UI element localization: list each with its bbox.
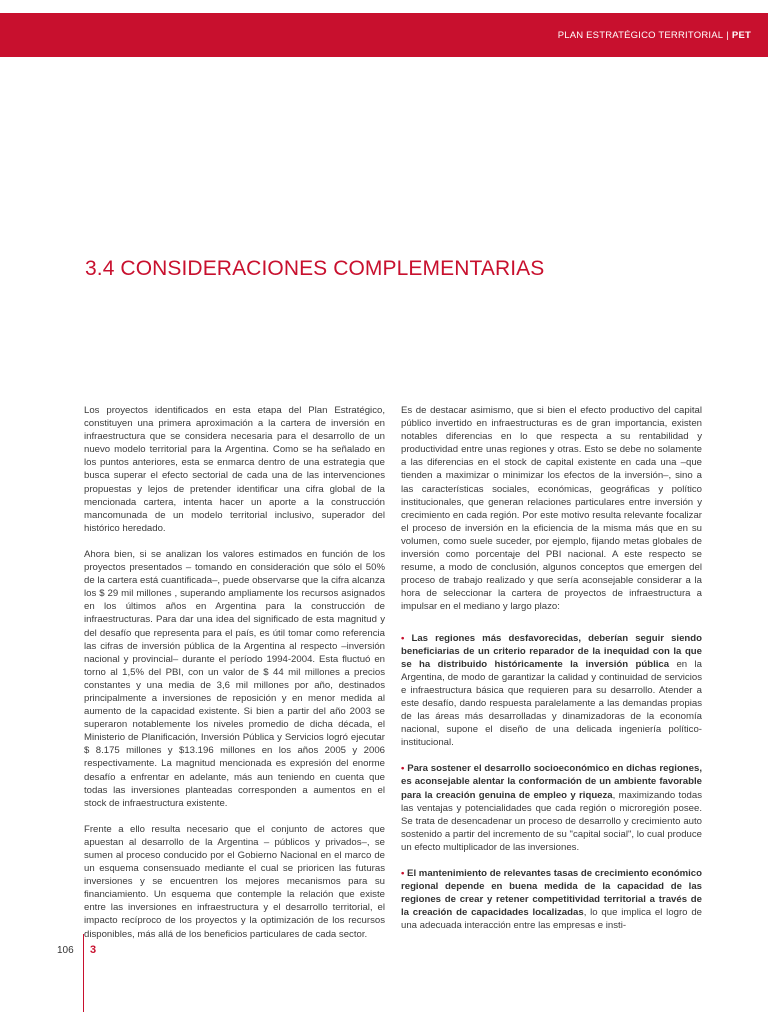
bullet-1-text: en la Argentina, de modo de garantizar la calidad y continuidad de servicios e infraestructura básica que requieren para su desarrollo. Atender a este desafío, dando respuesta paralelamente a las demandas propias de las áreas más desarrolladas y dinamizadoras de la economía nacional, supone el diseño de una delicada ingeniería político-institucional. xyxy=(401,658,702,749)
header-abbrev: PET xyxy=(731,30,751,41)
bullet-2-text: , maximizando todas las ventajas y potencialidades que cada región o microregión posee. Se trata de desencadenar un proceso de desarrollo y crecimiento auto sostenido a partir del incremento de su "capital social", lo cual produce un efecto multiplicador de las inversiones. xyxy=(401,789,703,853)
running-header xyxy=(558,30,751,41)
right-column xyxy=(401,404,702,945)
bullet-list xyxy=(401,632,702,933)
bullet-3-bold: El mantenimiento de relevantes tasas de crecimiento económico regional depende en buena medida de la capacidad de las regiones de crear y retener competitividad territorial a través de la creación de capacidades localizadas xyxy=(401,868,702,919)
header-title: PLAN ESTRATÉGICO TERRITORIAL xyxy=(557,30,724,41)
bullet-2-bold: Para sostener el desarrollo socioeconómico en dichas regiones, es aconsejable alentar la conformación de un ambiente favorable para la creación genuina de empleo y riqueza xyxy=(401,763,703,801)
bullet-item-2 xyxy=(401,762,702,854)
bullet-1-bold: Las regiones más desfavorecidas, deberían seguir siendo beneficiarias de un criterio reparador de la inequidad con la que se ha distribuido históricamente la inversión pública xyxy=(401,632,702,670)
bullet-3-text: , lo que implica el logro de una adecuada interacción entre las empresas e insti- xyxy=(401,907,702,932)
left-paragraph-1: Los proyectos identificados en esta etapa del Plan Estratégico, constituyen una primera aproximación a la cartera de inversión en infraestructura que se considera necesaria para el desarrollo de un nuevo modelo territorial para la Argentina. Como se ha señalado en los puntos anteriores, esta se enmarca dentro de una estrategia que busca superar el efecto sectorial de cada una de las intervenciones propuestas y lejos de pretender identificar una cifra global de la mencionada cartera, intenta hacer un aporte a la construcción mancomunada de un modelo territorial inclusivo, superador del histórico heredado. xyxy=(84,405,385,534)
bullet-dot-icon: • xyxy=(401,632,412,644)
footer-divider xyxy=(83,934,84,1012)
left-column xyxy=(84,404,385,954)
chapter-number: 3 xyxy=(90,944,97,956)
header-separator: | xyxy=(726,30,729,41)
bullet-item-3 xyxy=(401,867,702,932)
left-paragraph-3: Frente a ello resulta necesario que el conjunto de actores que apuestan al desarrollo de la Argentina – públicos y privados–, se sumen al proceso conducido por el Gobierno Nacional en el marco de un esquema consensuado mediante el cual se prioricen las futuras inversiones y se encuentren los mejores mecanismos para su financiamiento. Un esquema que contemple la relación que existe entre las inversiones en infraestructura y el desarrollo territorial, el impacto recíproco de los proyectos y la optimización de los recursos disponibles, más allá de los beneficios particulares de cada sector. xyxy=(84,823,385,940)
bullet-dot-icon: • xyxy=(401,868,408,879)
bullet-item-1 xyxy=(401,632,702,750)
left-paragraph-2: Ahora bien, si se analizan los valores estimados en función de los proyectos presentados – tomando en consideración que sólo el 50% de la cartera está cuantificada–, puede observarse que la cifra alcanza los $ 29 mil millones , superando ampliamente los recursos asignados en los últimos años en Argentina para la construcción de infraestructuras. Para dar una idea del significado de esta magnitud y del desafío que representa para el país, es útil tomar como referencia las cifras de inversión pública de la Argentina al respecto –inversión nacional y provincial– durante el período 1994-2004. Esta fluctuó en torno al 1,5% del PBI, con un valor de $ 44 mil millones a precios constantes y una media de 3,6 mil millones por año, destinados principalmente a inversiones de reposición y en menor medida al aumento de la capacidad existente. Si bien a partir del año 2003 se superaron notablemente los niveles promedio de dicha década, el Ministerio de Planificación, Inversión Pública y Servicios logró ejecutar $ 8.175 millones y $13.196 millones en los años 2005 y 2006 respectivamente. La magnitud mencionada es expresión del enorme desafío a enfrentar en adelante, más aun teniendo en cuenta que todas las inversiones planteadas corresponden a aumentos en el stock de infraestructura existente. xyxy=(84,548,385,809)
bullet-dot-icon: • xyxy=(401,763,408,775)
section-title: 3.4 CONSIDERACIONES COMPLEMENTARIAS xyxy=(85,257,545,281)
page-number: 106 xyxy=(57,945,74,956)
right-intro-paragraph: Es de destacar asimismo, que si bien el efecto productivo del capital público invertido en infraestructuras es de gran importancia, existen notables diferencias en lo que respecta a su rentabilidad y productividad entre unas regiones y otras. Esto se debe no solamente a las diferencias en el stock de capital existente en cada una –que tienden a maximizar o minimizar los efectos de la inversión–, sino a las características sociales, económicas, geográficas y político institucionales, que generan relaciones particulares entre inversión y crecimiento en cada región. Por este motivo resulta relevante focalizar el proceso de inversión en la eficiencia de la misma más que en su volumen, como suele suceder, por ejemplo, fijando metas globales de inversión como porcentaje del PBI nacional. A este respecto se resume, a modo de conclusión, algunos conceptos que emergen del proceso de trabajo realizado y que sería aconsejable considerar a la hora de seleccionar la cartera de proyectos de infraestructura a impulsar en el mediano y largo plazo: xyxy=(401,405,702,613)
